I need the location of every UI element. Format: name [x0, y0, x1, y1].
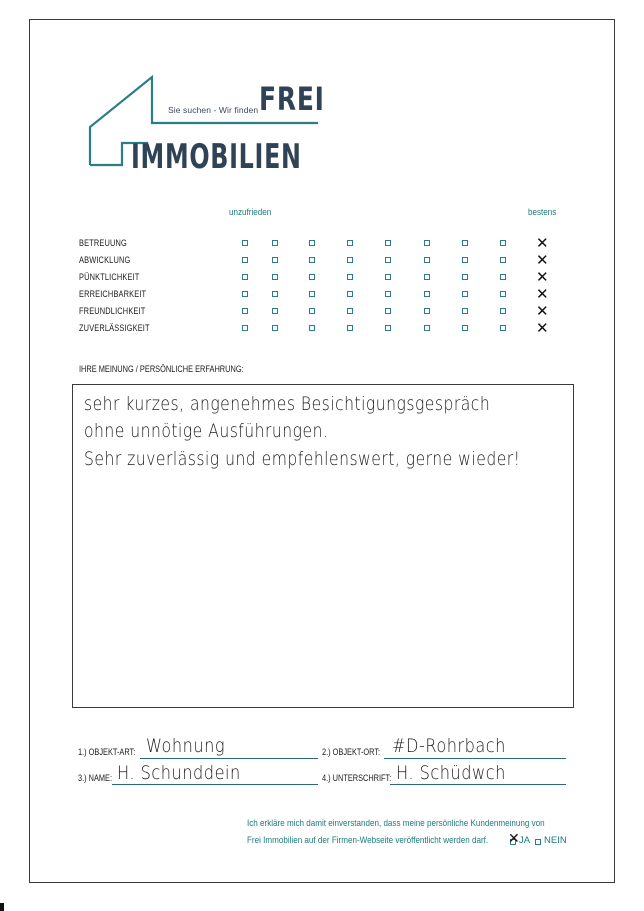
name-underline	[112, 784, 318, 785]
rating-checkbox[interactable]	[385, 308, 391, 314]
opinion-line-2: ohne unnötige Ausführungen.	[84, 420, 329, 442]
rating-checkbox[interactable]	[500, 325, 506, 331]
logo-frei-text: FREI	[259, 80, 325, 118]
opinion-line-1: sehr kurzes, angenehmes Besichtigungsgespräch	[84, 393, 491, 415]
rating-checkbox[interactable]	[424, 240, 430, 246]
rating-checkbox[interactable]	[242, 325, 248, 331]
criterion-label: PÜNKTLICHKEIT	[79, 272, 140, 283]
opinion-label: IHRE MEINUNG / PERSÖNLICHE ERFAHRUNG:	[79, 364, 244, 375]
objekt-art-field[interactable]: Wohnung	[146, 735, 226, 757]
rating-checkbox[interactable]	[242, 257, 248, 263]
criterion-label: ABWICKLUNG	[79, 255, 131, 266]
rating-checkbox[interactable]	[347, 240, 353, 246]
rating-checkbox[interactable]	[385, 274, 391, 280]
rating-checkbox[interactable]	[309, 291, 315, 297]
rating-checkbox[interactable]	[385, 240, 391, 246]
rating-checkbox[interactable]	[424, 308, 430, 314]
rating-checkbox[interactable]	[424, 325, 430, 331]
rating-checkbox[interactable]	[424, 291, 430, 297]
logo-tagline: Sie suchen - Wir finden	[168, 105, 259, 115]
rating-checkbox[interactable]	[462, 240, 468, 246]
rating-checkbox[interactable]	[385, 257, 391, 263]
name-label: 3.) NAME:	[78, 773, 113, 783]
rating-checkbox[interactable]	[242, 291, 248, 297]
rating-checkbox[interactable]	[462, 308, 468, 314]
rating-checkbox[interactable]	[272, 257, 278, 263]
rating-checkbox[interactable]	[462, 257, 468, 263]
consent-text-line-2: Frei Immobilien auf der Firmen-Webseite veröffentlicht werden darf.	[247, 835, 489, 846]
rating-checkbox[interactable]	[309, 325, 315, 331]
rating-checkbox[interactable]	[242, 240, 248, 246]
objekt-ort-underline	[384, 758, 566, 759]
rating-checkbox[interactable]	[347, 325, 353, 331]
rating-checkbox[interactable]	[347, 291, 353, 297]
scale-low-label: unzufrieden	[229, 207, 272, 218]
rating-checkbox[interactable]	[272, 308, 278, 314]
rating-checkbox[interactable]	[347, 274, 353, 280]
consent-text-line-1: Ich erkläre mich damit einverstanden, dass meine persönliche Kundenmeinung von	[247, 818, 545, 829]
rating-cross-icon: ✕	[536, 285, 549, 303]
rating-checkbox[interactable]	[347, 257, 353, 263]
rating-checkbox[interactable]	[462, 325, 468, 331]
rating-cross-icon: ✕	[536, 302, 549, 320]
consent-yes-label: JA	[519, 835, 531, 846]
rating-checkbox[interactable]	[462, 274, 468, 280]
rating-checkbox[interactable]	[309, 274, 315, 280]
rating-cross-icon: ✕	[536, 251, 549, 269]
rating-checkbox[interactable]	[462, 291, 468, 297]
rating-checkbox[interactable]	[500, 240, 506, 246]
rating-checkbox[interactable]	[500, 257, 506, 263]
scan-artifact	[0, 903, 4, 911]
rating-checkbox[interactable]	[272, 291, 278, 297]
signature-underline	[390, 784, 566, 785]
consent-no-label: NEIN	[544, 835, 567, 846]
rating-checkbox[interactable]	[500, 274, 506, 280]
rating-checkbox[interactable]	[242, 308, 248, 314]
criterion-label: ERREICHBARKEIT	[79, 289, 147, 300]
objekt-art-label: 1.) OBJEKT-ART:	[78, 747, 136, 757]
rating-checkbox[interactable]	[424, 257, 430, 263]
rating-cross-icon: ✕	[536, 319, 549, 337]
rating-checkbox[interactable]	[272, 325, 278, 331]
objekt-ort-field[interactable]: #D-Rohrbach	[392, 735, 506, 757]
signature-field[interactable]: H. Schüdwch	[396, 762, 506, 784]
signature-label: 4.) UNTERSCHRIFT:	[322, 773, 392, 783]
rating-checkbox[interactable]	[500, 308, 506, 314]
rating-checkbox[interactable]	[347, 308, 353, 314]
rating-checkbox[interactable]	[385, 291, 391, 297]
rating-checkbox[interactable]	[500, 291, 506, 297]
rating-cross-icon: ✕	[536, 268, 549, 286]
scale-high-label: bestens	[528, 207, 557, 218]
rating-checkbox[interactable]	[424, 274, 430, 280]
rating-checkbox[interactable]	[385, 325, 391, 331]
rating-checkbox[interactable]	[309, 308, 315, 314]
criterion-label: ZUVERLÄSSIGKEIT	[79, 323, 150, 334]
rating-checkbox[interactable]	[272, 274, 278, 280]
rating-checkbox[interactable]	[309, 240, 315, 246]
rating-checkbox[interactable]	[272, 240, 278, 246]
criterion-label: FREUNDLICHKEIT	[79, 306, 146, 317]
rating-cross-icon: ✕	[536, 234, 549, 252]
opinion-line-3: Sehr zuverlässig und empfehlenswert, gerne wieder!	[84, 448, 521, 470]
consent-yes-cross-icon: ✕	[508, 831, 520, 847]
objekt-art-underline	[140, 758, 318, 759]
name-field[interactable]: H. Schunddein	[117, 762, 241, 784]
objekt-ort-label: 2.) OBJEKT-ORT:	[322, 747, 381, 757]
rating-checkbox[interactable]	[242, 274, 248, 280]
logo-immobilien-text: IMMOBILIEN	[131, 137, 302, 177]
criterion-label: BETREUUNG	[79, 238, 127, 249]
rating-checkbox[interactable]	[309, 257, 315, 263]
consent-no-checkbox[interactable]	[535, 839, 541, 845]
